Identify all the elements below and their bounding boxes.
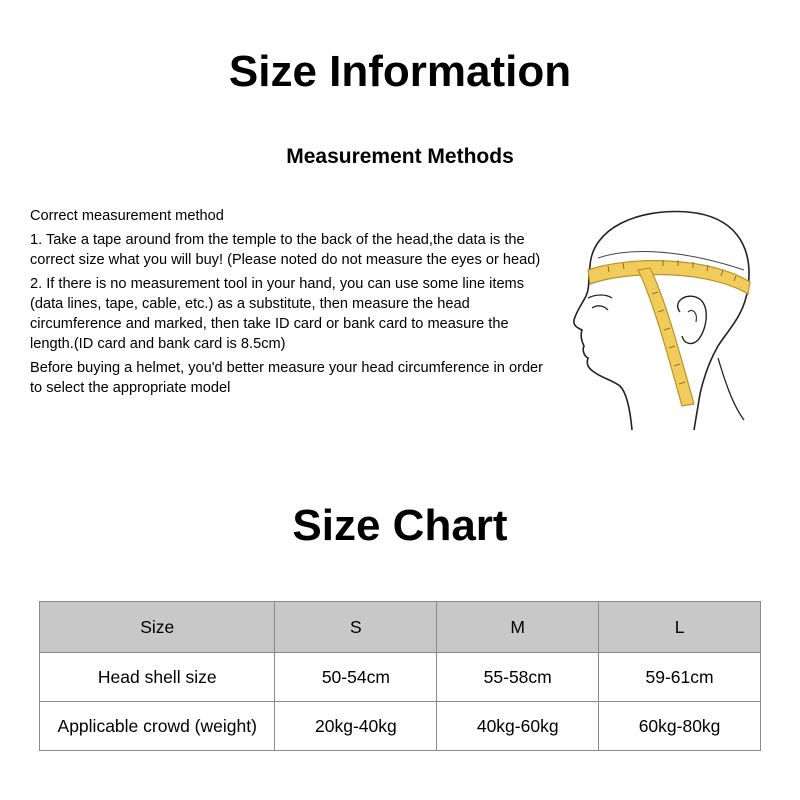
- size-chart-title: Size Chart: [292, 501, 508, 550]
- eyebrow: [588, 295, 612, 298]
- table-cell: 20kg-40kg: [275, 702, 437, 751]
- table-cell: 60kg-80kg: [599, 702, 761, 751]
- table-cell: 50-54cm: [275, 653, 437, 702]
- table-header-cell: Size: [40, 602, 275, 653]
- measurement-instructions: [30, 206, 550, 402]
- measurement-methods-heading: Measurement Methods: [286, 145, 514, 168]
- table-cell: 40kg-60kg: [437, 702, 599, 751]
- table-row: [40, 653, 761, 702]
- measuring-tape-strip: [638, 268, 694, 406]
- table-cell: 55-58cm: [437, 653, 599, 702]
- table-cell: 59-61cm: [599, 653, 761, 702]
- method-note: Before buying a helmet, you'd better measure your head circumference in order to select the appropriate model: [30, 360, 544, 396]
- eye: [592, 306, 608, 310]
- ear: [678, 296, 707, 343]
- face-profile: [574, 266, 632, 430]
- table-cell: Applicable crowd (weight): [40, 702, 275, 751]
- method-step-2: 2. If there is no measurement tool in your hand, you can use some line items (data lines, tape, cable, etc.) as a substitute, then measure the head circumference and marked, then take ID card or bank card to measure the length.(ID card and bank card is 8.5cm): [30, 276, 525, 352]
- method-heading: Correct measurement method: [30, 208, 224, 224]
- table-header-row: [40, 602, 761, 653]
- head-measurement-illustration: [568, 208, 768, 430]
- table-row: [40, 702, 761, 751]
- table-header-cell: M: [437, 602, 599, 653]
- page-title: Size Information: [228, 47, 572, 96]
- size-chart-table: [39, 601, 761, 751]
- method-step-1: 1. Take a tape around from the temple to the back of the head,the data is the correct size what you will buy! (Please noted do not measure the eyes or head): [30, 232, 541, 268]
- table-header-cell: L: [599, 602, 761, 653]
- table-header-cell: S: [275, 602, 437, 653]
- measuring-tape-band: [588, 261, 750, 294]
- table-cell: Head shell size: [40, 653, 275, 702]
